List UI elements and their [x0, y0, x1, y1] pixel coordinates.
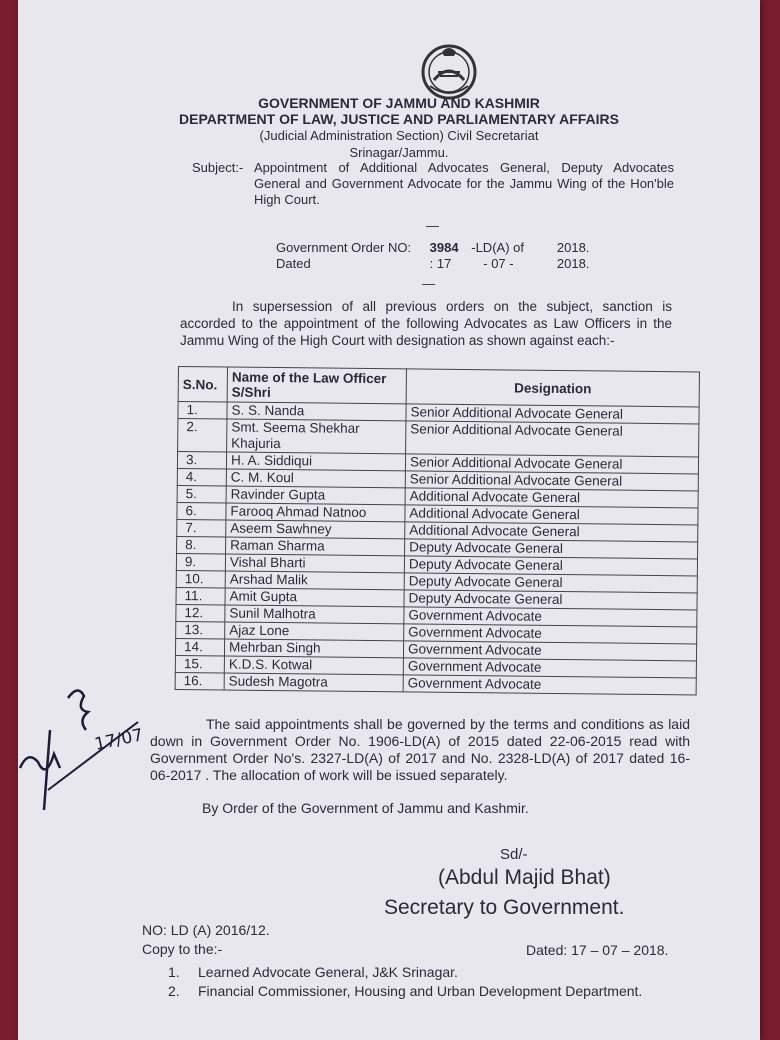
- cell-designation: Government Advocate: [403, 675, 696, 695]
- signatory-title: Secretary to Government.: [384, 896, 625, 919]
- cell-sno: 13.: [176, 621, 225, 639]
- cell-name: Smt. Seema Shekhar Khajuria: [227, 419, 406, 454]
- cell-sno: 9.: [176, 553, 225, 571]
- location: Srinagar/Jammu.: [349, 145, 449, 160]
- document-page: [18, 0, 760, 1040]
- cell-sno: 16.: [175, 672, 224, 690]
- section-title: (Judicial Administration Section) Civil Secretariat: [259, 128, 539, 143]
- cell-sno: 4.: [177, 468, 226, 486]
- subject-label: Subject:-: [192, 160, 244, 175]
- cell-name: C. M. Koul: [226, 469, 405, 488]
- government-title: GOVERNMENT OF JAMMU AND KASHMIR: [258, 95, 540, 111]
- cell-name: K.D.S. Kotwal: [224, 656, 403, 675]
- cell-name: Amit Gupta: [225, 588, 404, 607]
- cell-sno: 6.: [177, 502, 226, 520]
- order-block: [276, 240, 589, 272]
- cell-designation: Government Advocate: [403, 658, 696, 678]
- header-designation: Designation: [406, 369, 699, 407]
- dated-day: : 17: [429, 256, 452, 271]
- cell-name: Arshad Malik: [225, 571, 404, 590]
- signatory-name: (Abdul Majid Bhat): [438, 866, 611, 889]
- cell-sno: 12.: [176, 604, 225, 622]
- cell-designation: Government Advocate: [404, 607, 697, 627]
- cell-name: Aseem Sawhney: [226, 520, 405, 539]
- copy-to-label: Copy to the:-: [142, 941, 223, 957]
- footer-dated: Dated: 17 – 07 – 2018.: [526, 942, 669, 958]
- sd-mark: Sd/-: [500, 846, 528, 863]
- cell-sno: 14.: [175, 638, 224, 656]
- cell-designation: Government Advocate: [403, 641, 696, 661]
- cell-sno: 5.: [177, 485, 226, 503]
- cell-sno: 3.: [177, 452, 226, 470]
- cell-name: H. A. Siddiqui: [226, 452, 405, 471]
- reference-number: NO: LD (A) 2016/12.: [142, 922, 270, 938]
- dated-year: 2018.: [556, 256, 590, 271]
- cell-name: S. S. Nanda: [227, 402, 406, 421]
- order-suffix: -LD(A) of: [471, 240, 524, 255]
- table-header-row: [178, 367, 699, 407]
- handwritten-date: 17/07: [92, 725, 145, 755]
- cell-designation: Additional Advocate General: [405, 522, 698, 542]
- cell-designation: Deputy Advocate General: [404, 556, 697, 576]
- cell-designation: Senior Additional Advocate General: [406, 404, 699, 424]
- header-sno: S.No.: [178, 367, 227, 403]
- order-number: 3984: [429, 240, 459, 255]
- cell-designation: Deputy Advocate General: [404, 573, 697, 593]
- divider: —: [422, 276, 435, 291]
- header-name: Name of the Law Officer S/Shri: [227, 367, 406, 404]
- cell-sno: 15.: [175, 655, 224, 673]
- cell-designation: Government Advocate: [404, 624, 697, 644]
- cell-name: Ajaz Lone: [225, 622, 404, 641]
- cell-designation: Senior Additional Advocate General: [405, 454, 698, 474]
- order-label: Government Order NO:: [276, 240, 412, 255]
- cell-sno: 7.: [177, 519, 226, 537]
- terms-paragraph: The said appointments shall be governed by the terms and conditions as laid down in Government Order No. 1906-LD(A) of 2015 dated 22-06-2015 read with Government Order No's. 2327-LD(A) of 2017 and No. 2328-LD(A) of 2017 dated 16-06-2017 . The allocation of work will be issued separately.: [150, 716, 690, 783]
- cell-name: Mehrban Singh: [224, 639, 403, 658]
- cell-name: Farooq Ahmad Natnoo: [226, 503, 405, 522]
- cell-sno: 2.: [178, 419, 227, 453]
- cell-designation: Senior Additional Advocate General: [406, 421, 699, 457]
- subject-text: Appointment of Additional Advocates General, Deputy Advocates General and Government Advocate for the Jammu Wing of the Hon'ble High Court.: [254, 160, 674, 207]
- cell-name: Raman Sharma: [226, 537, 405, 556]
- cell-name: Sudesh Magotra: [224, 673, 403, 692]
- cell-designation: Additional Advocate General: [405, 505, 698, 525]
- dated-month: - 07 -: [483, 256, 514, 271]
- intro-paragraph: In supersession of all previous orders on the subject, sanction is accorded to the appointment of the following Advocates as Law Officers in the Jammu Wing of the High Court with designation as shown against each:-: [180, 299, 672, 348]
- cell-designation: Senior Additional Advocate General: [405, 471, 698, 491]
- cell-name: Vishal Bharti: [225, 554, 404, 573]
- divider: —: [426, 218, 439, 233]
- cell-name: Sunil Malhotra: [225, 605, 404, 624]
- order-year: 2018.: [556, 240, 590, 255]
- cell-sno: 10.: [176, 570, 225, 588]
- dated-label: Dated: [276, 256, 311, 271]
- cell-sno: 1.: [178, 402, 227, 420]
- law-officers-table: [175, 366, 700, 695]
- copy-item: 1. Learned Advocate General, J&K Srinagar.: [168, 964, 458, 980]
- cell-designation: Additional Advocate General: [405, 488, 698, 508]
- state-emblem-icon: [420, 42, 478, 100]
- copy-item: 2. Financial Commissioner, Housing and Urban Development Department.: [168, 983, 643, 999]
- handwritten-signature: [18, 650, 218, 830]
- by-order-line: By Order of the Government of Jammu and Kashmir.: [202, 800, 529, 816]
- cell-designation: Deputy Advocate General: [405, 539, 698, 559]
- cell-designation: Deputy Advocate General: [404, 590, 697, 610]
- cell-name: Ravinder Gupta: [226, 486, 405, 505]
- cell-sno: 8.: [177, 536, 226, 554]
- subject-block: [192, 160, 682, 208]
- table-row: [178, 419, 699, 457]
- cell-sno: 11.: [176, 587, 225, 605]
- department-title: DEPARTMENT OF LAW, JUSTICE AND PARLIAMENTARY AFFAIRS: [179, 111, 619, 127]
